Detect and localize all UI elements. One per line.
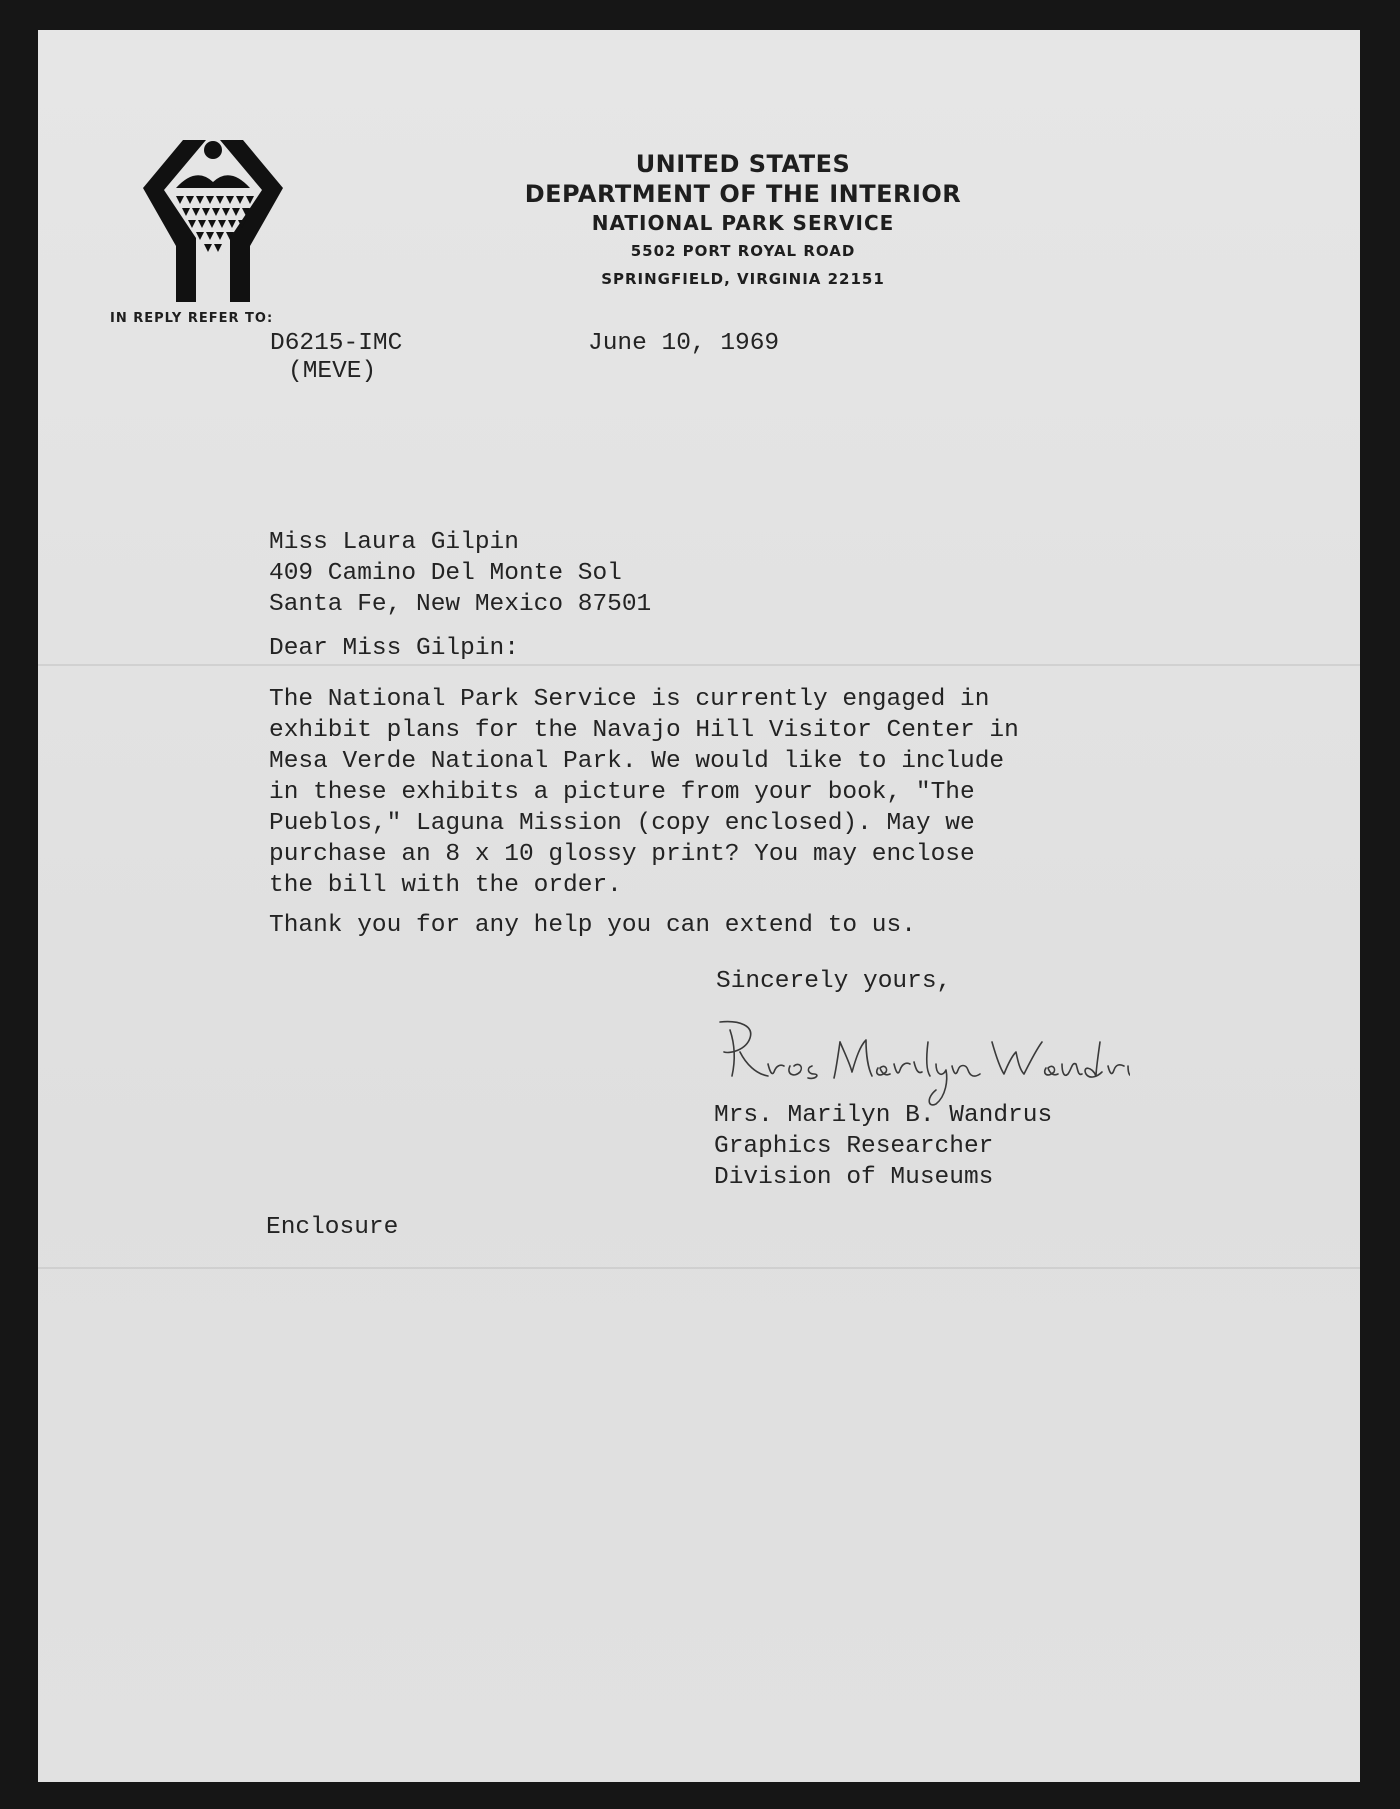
letter-date: June 10, 1969 xyxy=(588,330,780,357)
body-line: the bill with the order. xyxy=(269,872,622,899)
recipient-address xyxy=(269,527,651,620)
body-line: in these exhibits a picture from your book, "The xyxy=(269,779,975,806)
letterhead-city: SPRINGFIELD, VIRGINIA 22151 xyxy=(601,270,885,288)
salutation: Dear Miss Gilpin: xyxy=(269,635,519,662)
enclosure-note: Enclosure xyxy=(266,1214,399,1241)
letter-page xyxy=(38,30,1360,1782)
body-line: The National Park Service is currently engaged in xyxy=(269,686,990,713)
closing: Sincerely yours, xyxy=(716,968,952,995)
handwritten-signature xyxy=(710,1012,1130,1112)
body-line: Pueblos," Laguna Mission (copy enclosed). May we xyxy=(269,810,975,837)
signer-division: Division of Museums xyxy=(714,1164,994,1191)
body-line: exhibit plans for the Navajo Hill Visitor Center in xyxy=(269,717,1019,744)
recipient-name: Miss Laura Gilpin xyxy=(269,529,519,556)
recipient-city: Santa Fe, New Mexico 87501 xyxy=(269,591,652,618)
letter-body xyxy=(269,684,1019,901)
reference-code-secondary: (MEVE) xyxy=(288,358,377,385)
reply-refer-label: IN REPLY REFER TO: xyxy=(110,311,274,326)
fold-line xyxy=(38,664,1360,666)
signer-name: Mrs. Marilyn B. Wandrus xyxy=(714,1102,1053,1129)
letterhead-line-1: UNITED STATES xyxy=(635,150,851,178)
body-line: purchase an 8 x 10 glossy print? You may enclose xyxy=(269,841,975,868)
thanks-line: Thank you for any help you can extend to us. xyxy=(269,912,916,939)
interior-department-hands-emblem-icon xyxy=(138,126,288,302)
letterhead-line-2: DEPARTMENT OF THE INTERIOR xyxy=(524,180,962,208)
signer-title: Graphics Researcher xyxy=(714,1133,994,1160)
signature-block xyxy=(714,1100,1052,1193)
fold-line xyxy=(38,1267,1360,1269)
letterhead-line-3: NATIONAL PARK SERVICE xyxy=(591,211,895,235)
body-line: Mesa Verde National Park. We would like to include xyxy=(269,748,1005,775)
letterhead-street: 5502 PORT ROYAL ROAD xyxy=(630,242,856,260)
reference-code: D6215-IMC xyxy=(270,330,403,357)
recipient-street: 409 Camino Del Monte Sol xyxy=(269,560,622,587)
